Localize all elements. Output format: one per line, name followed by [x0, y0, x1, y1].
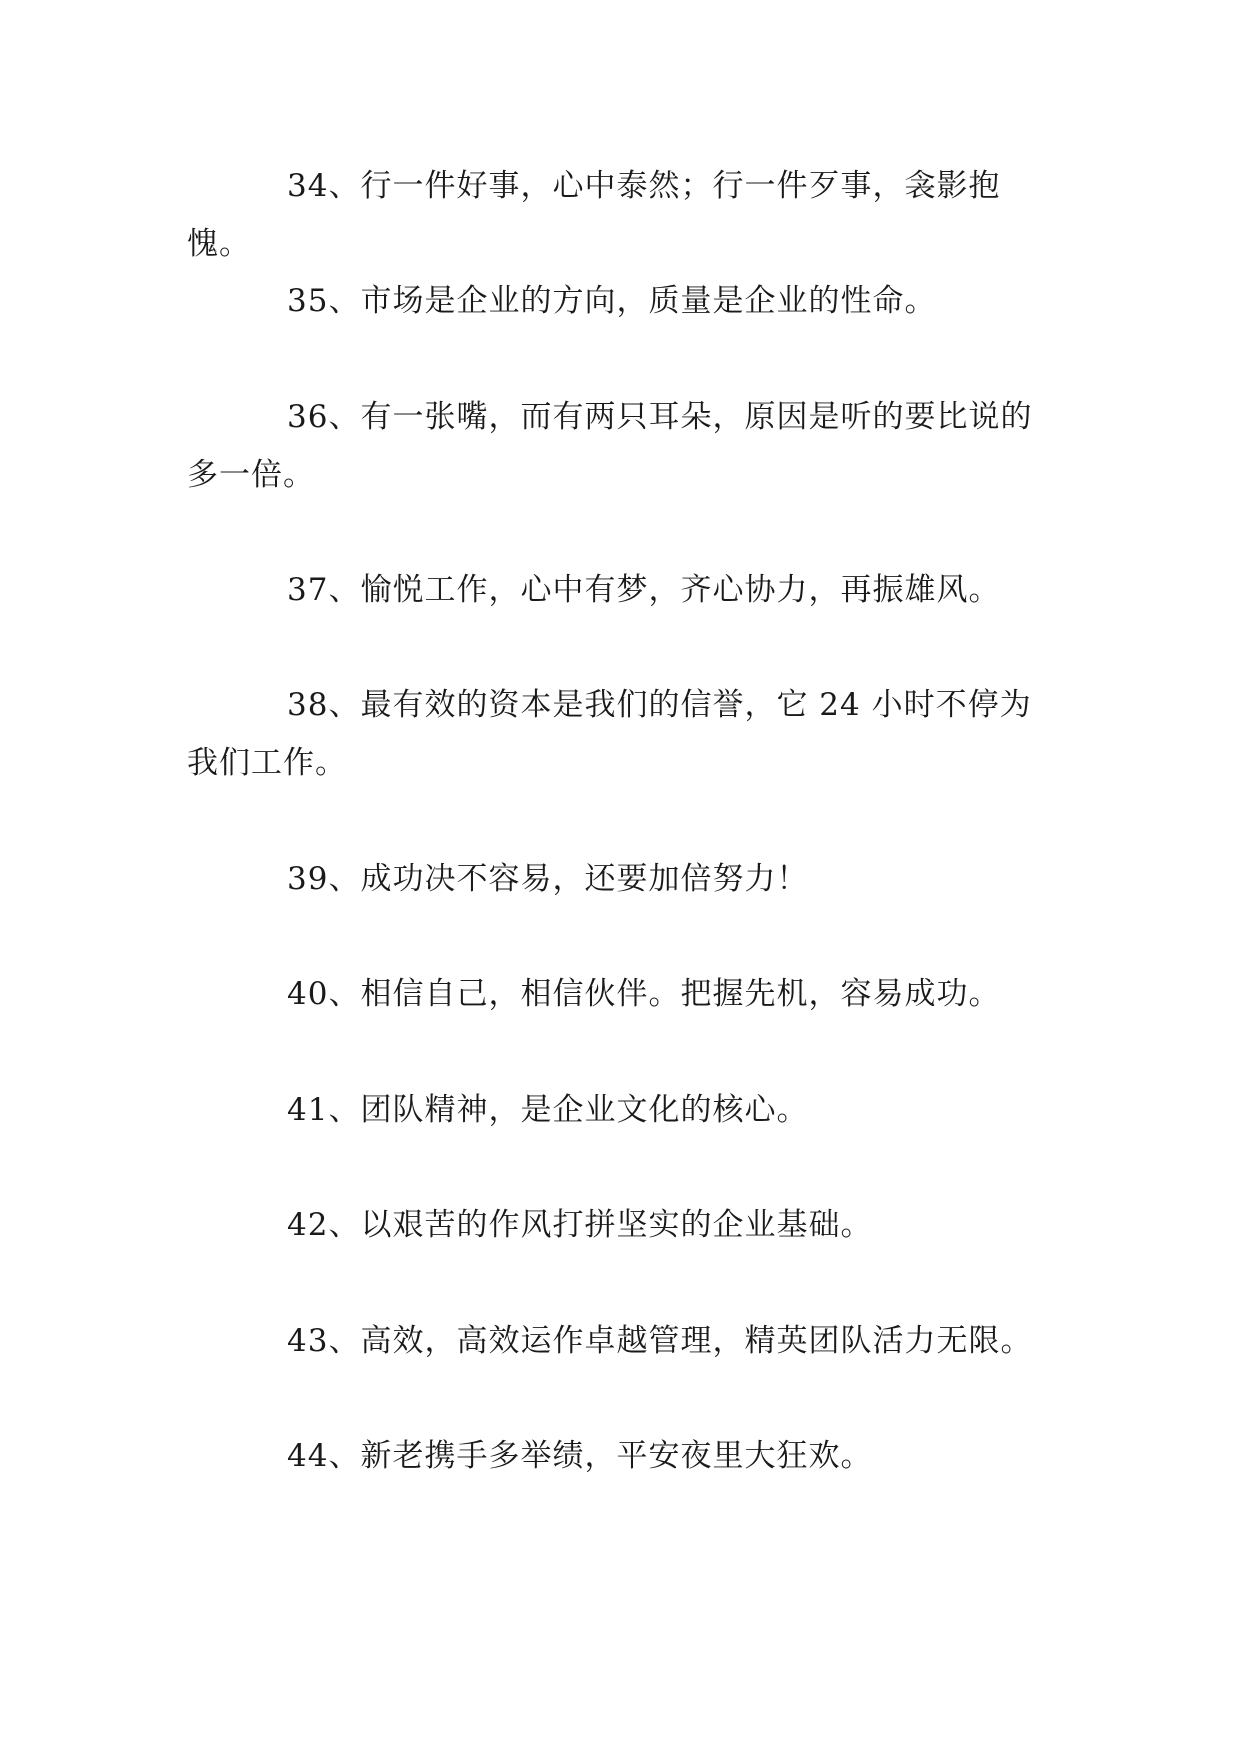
- paragraph-35: 35、市场是企业的方向，质量是企业的性命。: [287, 283, 937, 319]
- paragraph-40: 40、相信自己，相信伙伴。把握先机，容易成功。: [287, 976, 1001, 1012]
- paragraph-39: 39、成功决不容易，还要加倍努力！: [287, 861, 809, 897]
- paragraph-41: 41、团队精神，是企业文化的核心。: [287, 1092, 809, 1128]
- paragraph-37: 37、愉悦工作，心中有梦，齐心协力，再振雄风。: [287, 572, 1001, 608]
- paragraph-38: 38、最有效的资本是我们的信誉，它 24 小时不停为我们工作。: [187, 687, 1032, 781]
- paragraph-36: 36、有一张嘴，而有两只耳朵，原因是听的要比说的多一倍。: [187, 399, 1033, 493]
- paragraph-34: 34、行一件好事，心中泰然；行一件歹事，衾影抱愧。: [187, 168, 1001, 262]
- paragraph-43: 43、高效，高效运作卓越管理，精英团队活力无限。: [287, 1323, 1033, 1359]
- paragraph-44: 44、新老携手多举绩，平安夜里大狂欢。: [287, 1438, 873, 1474]
- paragraph-42: 42、以艰苦的作风打拼坚实的企业基础。: [287, 1207, 873, 1243]
